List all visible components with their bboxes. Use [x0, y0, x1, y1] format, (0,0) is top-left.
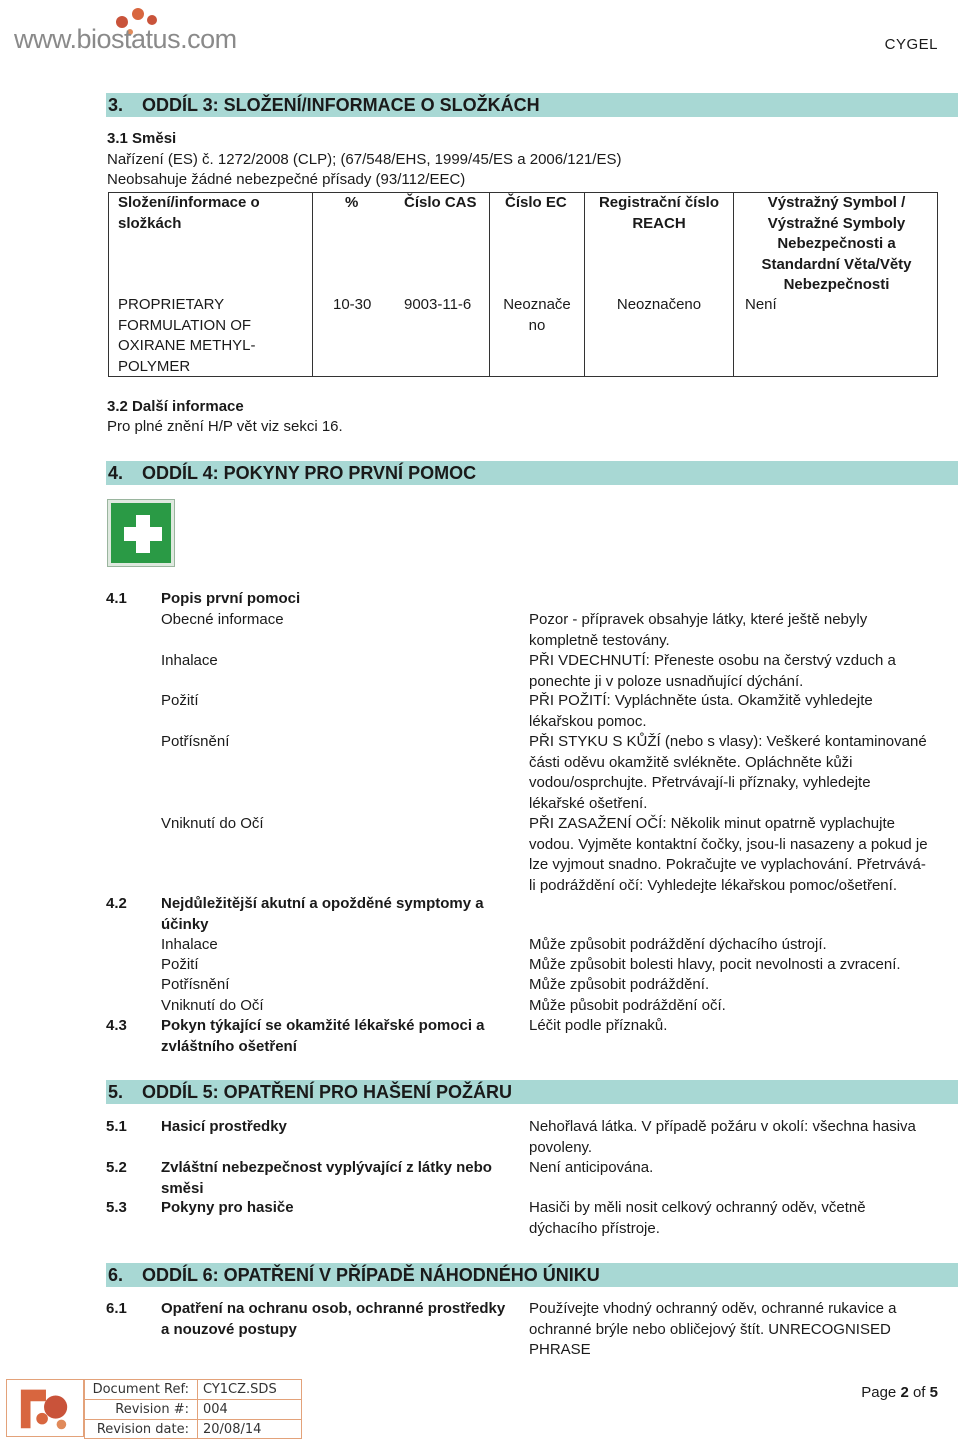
subsection-title: Hasicí prostředky	[161, 1118, 287, 1135]
section-4-heading	[106, 461, 958, 485]
company-logo-icon	[6, 1379, 84, 1437]
subsection-number: 5.3	[106, 1199, 127, 1216]
section-title: ODDÍL 5: OPATŘENÍ PRO HAŠENÍ POŽÁRU	[142, 1082, 513, 1102]
item-value: Nehořlavá látka. V případě požáru v okolí: všechna hasiva povoleny.	[529, 1118, 916, 1156]
subsection-4-2-title: Nejdůležitější akutní a opožděné symptomy a účinky	[161, 895, 484, 933]
table-divider	[312, 193, 313, 376]
item-value: PŘI VDECHNUTÍ: Přeneste osobu na čerstvý vzduch a ponechte ji v poloze usnadňující dýchání.	[529, 652, 896, 690]
section-number: 4.	[108, 463, 124, 483]
doc-ref-row	[85, 1380, 301, 1400]
item-value: Používejte vhodný ochranný oděv, ochranné rukavice a ochranné brýle nebo obličejový štít. UNRECOGNISED PHRASE	[529, 1300, 897, 1358]
header-hazard-symbols: Výstražný Symbol / Výstražné Symboly Nebezpečnosti a Standardní Věta/Věty Nebezpečnosti	[761, 194, 912, 293]
biostatus-logo	[14, 6, 254, 58]
item-label: Inhalace	[161, 936, 218, 953]
row-ec: Neoznače no	[503, 296, 571, 334]
product-code: CYGEL	[884, 36, 938, 53]
subsection-title: Opatření na ochranu osob, ochranné prostředky a nouzové postupy	[161, 1300, 506, 1338]
item-value: Není anticipována.	[529, 1159, 654, 1176]
item-label: Požití	[161, 692, 199, 709]
composition-table	[108, 192, 938, 377]
item-label: Potřísnění	[161, 976, 230, 993]
header-composition: Složení/informace o složkách	[118, 194, 260, 232]
subsection-4-1-title: Popis první pomoci	[161, 590, 301, 607]
subsection-number: 4.1	[106, 590, 127, 607]
item-value: Může působit podráždění očí.	[529, 997, 726, 1014]
header-reach: Registrační číslo REACH	[598, 194, 720, 232]
subsection-number: 5.2	[106, 1159, 127, 1176]
item-label: Vniknutí do Očí	[161, 815, 264, 832]
subsection-number: 6.1	[106, 1300, 127, 1317]
subsection-title: Pokyny pro hasiče	[161, 1199, 294, 1216]
item-value: PŘI ZASAŽENÍ OČÍ: Několik minut opatrně vyplachujte vodou. Vyjměte kontaktní čočky, jsou-li nasazeny a pokud je lze vyjmout snadno. Pokračujte ve vyplachování. Přetrvává- li podráždění očí: Vyhledejte lékařskou pomoc/ošetření.	[529, 815, 928, 894]
subsection-3-2-title: 3.2 Další informace	[107, 398, 244, 415]
item-value: Může způsobit podráždění dýchacího ústrojí.	[529, 936, 827, 953]
item-value: PŘI POŽITÍ: Vypláchněte ústa. Okamžitě vyhledejte lékařskou pomoc.	[529, 692, 873, 730]
subsection-number: 5.1	[106, 1118, 127, 1135]
section-number: 6.	[108, 1265, 124, 1285]
item-label: Vniknutí do Očí	[161, 997, 264, 1014]
row-substance-name: PROPRIETARY FORMULATION OF OXIRANE METHYL- POLYMER	[118, 296, 256, 375]
section-number: 3.	[108, 95, 124, 115]
item-label: Obecné informace	[161, 611, 284, 628]
revision-date-value: 20/08/14	[203, 1422, 262, 1437]
item-label: Potřísnění	[161, 733, 230, 750]
item-value: Léčit podle příznaků.	[529, 1017, 668, 1034]
item-value: PŘI STYKU S KŮŽÍ (nebo s vlasy): Veškeré kontaminované části oděvu okamžitě svlékněte. Opláchněte kůži vodou/osprchujte. Přetrvávají-li příznaky, vyhledejte lékařské ošetření.	[529, 733, 927, 812]
no-hazard-text: Neobsahuje žádné nebezpečné přísady (93/112/EEC)	[107, 171, 466, 188]
section-5-heading	[106, 1080, 958, 1104]
item-label: Požití	[161, 956, 199, 973]
revision-label: Revision #:	[115, 1402, 189, 1417]
doc-ref-label: Document Ref:	[92, 1382, 189, 1397]
logo-text: www.biostatus.com	[14, 24, 237, 54]
regulation-text: Nařízení (ES) č. 1272/2008 (CLP); (67/548/EHS, 1999/45/ES a 2006/121/ES)	[107, 151, 622, 168]
section-3-heading	[106, 93, 958, 117]
section-number: 5.	[108, 1082, 124, 1102]
header-percent: %	[345, 194, 359, 211]
subsection-4-3-title: Pokyn týkající se okamžité lékařské pomoci a zvláštního ošetření	[161, 1017, 485, 1055]
revision-row	[85, 1400, 301, 1420]
row-percent: 10-30	[333, 296, 372, 313]
row-reach: Neoznačeno	[616, 296, 702, 313]
subsection-number: 4.3	[106, 1017, 127, 1034]
section-title: ODDÍL 6: OPATŘENÍ V PŘÍPADĚ NÁHODNÉHO ÚNIKU	[142, 1265, 600, 1285]
page-number: Page 2 of 5	[861, 1384, 938, 1401]
section-title: ODDÍL 4: POKYNY PRO PRVNÍ POMOC	[142, 463, 477, 483]
revision-date-label: Revision date:	[96, 1422, 189, 1437]
doc-ref-value: CY1CZ.SDS	[203, 1382, 277, 1397]
company-mark-icon	[7, 1380, 83, 1436]
subsection-3-1-title: 3.1 Směsi	[107, 130, 177, 147]
revision-value: 004	[203, 1402, 228, 1417]
header-cas: Číslo CAS	[404, 194, 477, 211]
section-6-heading	[106, 1263, 958, 1287]
item-value: Může způsobit bolesti hlavy, pocit nevolnosti a zvracení.	[529, 956, 901, 973]
subsection-3-2-text: Pro plné znění H/P vět viz sekci 16.	[107, 418, 343, 435]
row-cas: 9003-11-6	[404, 296, 472, 313]
table-divider	[489, 193, 490, 376]
document-info-table	[84, 1379, 302, 1439]
revision-date-row	[85, 1420, 301, 1440]
row-hazard-symbols: Není	[745, 296, 777, 313]
header-ec: Číslo EC	[505, 194, 567, 211]
section-title: ODDÍL 3: SLOŽENÍ/INFORMACE O SLOŽKÁCH	[142, 95, 540, 115]
subsection-title: Zvláštní nebezpečnost vyplývající z látky nebo směsi	[161, 1159, 492, 1197]
item-value: Může způsobit podráždění.	[529, 976, 710, 993]
subsection-number: 4.2	[106, 895, 127, 912]
first-aid-icon	[108, 500, 174, 566]
item-value: Hasiči by měli nosit celkový ochranný oděv, včetně dýchacího přístroje.	[529, 1199, 866, 1237]
item-label: Inhalace	[161, 652, 218, 669]
item-value: Pozor - přípravek obsahyje látky, které ještě nebyly kompletně testovány.	[529, 611, 868, 649]
